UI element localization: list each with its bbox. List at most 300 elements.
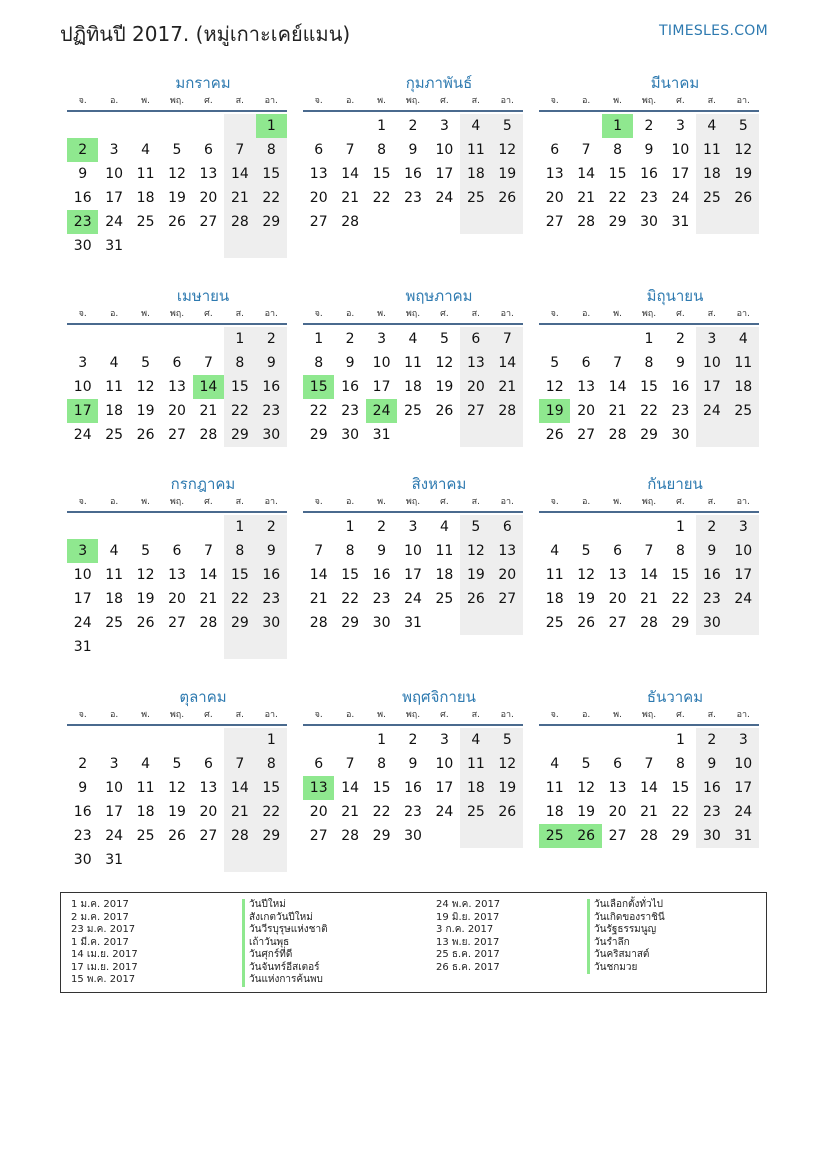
calendar-day: 9 <box>256 351 287 375</box>
calendar-day: 25 <box>696 186 727 210</box>
calendar-day: 11 <box>136 166 155 182</box>
calendar-day: 20 <box>577 403 596 419</box>
calendar-day: 27 <box>608 828 627 844</box>
weekday-header <box>67 495 287 513</box>
calendar-day: 28 <box>577 214 596 230</box>
calendar-day: 19 <box>136 591 155 607</box>
calendar-day: 22 <box>256 800 287 824</box>
calendar-day: 25 <box>435 591 454 607</box>
calendar-day: 24 <box>73 615 92 631</box>
calendar-day: 25 <box>545 615 564 631</box>
calendar-day: 6 <box>460 327 491 351</box>
calendar-day: 12 <box>168 166 186 182</box>
weekday-label: อ. <box>345 710 355 720</box>
calendar-day: 8 <box>377 142 387 158</box>
weekday-label: ส. <box>235 497 244 507</box>
weekday-label: จ. <box>314 710 323 720</box>
weekday-label: พ. <box>141 710 150 720</box>
calendar-day: 25 <box>460 186 491 210</box>
calendar-day: 12 <box>136 567 155 583</box>
calendar-day: 13 <box>309 166 328 182</box>
calendar-day: 28 <box>608 427 627 443</box>
calendar-day: 3 <box>439 118 449 134</box>
calendar-day: 27 <box>309 828 328 844</box>
day-grid <box>539 327 759 447</box>
calendar-day: 18 <box>696 162 727 186</box>
legend-entry: 13 พ.ย. 2017 <box>436 936 500 948</box>
calendar-day: 11 <box>404 355 422 371</box>
calendar-day: 30 <box>256 611 287 635</box>
calendar-day: 10 <box>73 567 92 583</box>
weekday-label: จ. <box>550 497 559 507</box>
calendar-day: 25 <box>460 800 491 824</box>
calendar-day: 3 <box>109 756 119 772</box>
calendar-day: 4 <box>141 756 151 772</box>
month-block <box>67 72 287 258</box>
calendar-day: 25 <box>404 403 422 419</box>
calendar-day: 9 <box>408 756 418 772</box>
calendar-day: 29 <box>256 824 287 848</box>
calendar-day: 10 <box>671 142 690 158</box>
calendar-day: 5 <box>492 114 523 138</box>
calendar-day: 11 <box>460 138 491 162</box>
calendar-day: 21 <box>199 591 218 607</box>
calendar-day: 15 <box>372 166 391 182</box>
day-grid <box>303 114 523 234</box>
calendar-day: 15 <box>372 780 391 796</box>
legend-entry: 26 ธ.ค. 2017 <box>436 961 500 973</box>
weekday-label: ส. <box>707 309 716 319</box>
calendar-day: 13 <box>492 539 523 563</box>
calendar-day: 22 <box>224 587 255 611</box>
calendar-day: 20 <box>460 375 491 399</box>
calendar-day: 3 <box>78 355 88 371</box>
weekend-blank <box>492 423 523 447</box>
calendar-day: 16 <box>696 563 727 587</box>
calendar-day: 31 <box>671 214 690 230</box>
calendar-day: 4 <box>728 327 759 351</box>
holiday-day: 14 <box>193 375 224 399</box>
weekday-label: ศ. <box>676 309 685 319</box>
weekday-label: พฤ. <box>169 710 185 720</box>
weekday-header <box>539 307 759 325</box>
calendar-day: 18 <box>404 379 422 395</box>
calendar-day: 10 <box>728 539 759 563</box>
calendar-day: 15 <box>608 166 627 182</box>
calendar-day: 13 <box>460 351 491 375</box>
weekday-label: ส. <box>707 497 716 507</box>
calendar-day: 20 <box>168 403 186 419</box>
calendar-day: 5 <box>141 355 151 371</box>
calendar-day: 26 <box>545 427 564 443</box>
calendar-day: 1 <box>377 732 387 748</box>
weekday-label: พฤ. <box>405 710 421 720</box>
calendar-day: 22 <box>224 399 255 423</box>
calendar-day: 4 <box>550 543 560 559</box>
calendar-day: 18 <box>545 591 564 607</box>
weekday-header <box>539 708 759 726</box>
calendar-day: 11 <box>105 567 124 583</box>
calendar-day: 20 <box>309 804 328 820</box>
legend-left-names <box>242 899 328 987</box>
month-block <box>303 72 523 234</box>
legend-entry: 15 พ.ค. 2017 <box>71 974 136 985</box>
holiday-day: 13 <box>303 776 334 800</box>
calendar-day: 2 <box>675 331 685 347</box>
calendar-day: 6 <box>613 543 623 559</box>
legend-entry: วันชกมวย <box>587 962 665 975</box>
weekday-label: อา. <box>500 96 514 106</box>
calendar-day: 10 <box>728 752 759 776</box>
calendar-day: 27 <box>168 427 186 443</box>
calendar-day: 3 <box>675 118 685 134</box>
calendar-day: 17 <box>105 804 124 820</box>
calendar-day: 18 <box>435 567 454 583</box>
calendar-day: 14 <box>309 567 328 583</box>
calendar-day: 31 <box>105 238 124 254</box>
weekend-blank <box>256 848 287 872</box>
weekday-label: อา. <box>736 710 750 720</box>
calendar-day: 9 <box>78 780 88 796</box>
calendar-day: 11 <box>460 752 491 776</box>
calendar-day: 21 <box>341 804 360 820</box>
weekday-label: อ. <box>345 96 355 106</box>
calendar-day: 19 <box>168 804 186 820</box>
month-block <box>67 285 287 447</box>
calendar-day: 2 <box>408 118 418 134</box>
calendar-day: 5 <box>728 114 759 138</box>
calendar-day: 28 <box>199 615 218 631</box>
calendar-day: 30 <box>696 824 727 848</box>
calendar-day: 8 <box>256 752 287 776</box>
calendar-day: 13 <box>199 166 218 182</box>
calendar-day: 8 <box>675 543 685 559</box>
weekend-blank <box>696 210 727 234</box>
month-block <box>303 686 523 848</box>
calendar-day: 23 <box>696 800 727 824</box>
weekday-label: ศ. <box>440 497 449 507</box>
calendar-day: 14 <box>341 780 360 796</box>
weekday-label: อา. <box>264 497 278 507</box>
calendar-day: 1 <box>675 732 685 748</box>
calendar-day: 12 <box>545 379 564 395</box>
weekday-label: อา. <box>500 710 514 720</box>
calendar-day: 13 <box>199 780 218 796</box>
calendar-day: 3 <box>439 732 449 748</box>
calendar-day: 25 <box>136 214 155 230</box>
calendar-day: 9 <box>675 355 685 371</box>
calendar-day: 6 <box>203 756 213 772</box>
calendar-day: 8 <box>644 355 654 371</box>
calendar-day: 7 <box>345 756 355 772</box>
weekday-label: พฤ. <box>641 710 657 720</box>
calendar-day: 25 <box>105 427 124 443</box>
weekday-label: พฤ. <box>405 497 421 507</box>
calendar-day: 30 <box>404 828 422 844</box>
weekday-label: จ. <box>78 710 87 720</box>
weekday-label: อ. <box>581 309 591 319</box>
weekday-label: จ. <box>78 96 87 106</box>
calendar-day: 2 <box>256 327 287 351</box>
calendar-day: 5 <box>141 543 151 559</box>
calendar-day: 28 <box>199 427 218 443</box>
month-name: กรกฎาคม <box>170 475 236 493</box>
calendar-day: 29 <box>671 828 690 844</box>
calendar-day: 26 <box>136 427 155 443</box>
calendar-day: 24 <box>671 190 690 206</box>
weekday-label: ส. <box>471 96 480 106</box>
calendar-day: 8 <box>224 351 255 375</box>
calendar-day: 16 <box>404 780 422 796</box>
calendar-day: 12 <box>492 138 523 162</box>
weekday-label: อา. <box>264 309 278 319</box>
holiday-legend <box>60 892 767 993</box>
calendar-day: 5 <box>581 756 591 772</box>
weekend-blank <box>224 728 255 752</box>
weekday-label: จ. <box>314 497 323 507</box>
weekday-label: อา. <box>500 309 514 319</box>
calendar-day: 17 <box>435 780 454 796</box>
calendar-day: 9 <box>696 539 727 563</box>
weekday-label: อา. <box>736 96 750 106</box>
calendar-day: 21 <box>492 375 523 399</box>
calendar-day: 21 <box>224 800 255 824</box>
calendar-day: 27 <box>577 427 596 443</box>
calendar-day: 23 <box>404 190 422 206</box>
calendar-day: 26 <box>492 800 523 824</box>
calendar-day: 6 <box>172 543 182 559</box>
calendar-day: 16 <box>372 567 391 583</box>
weekday-header <box>303 708 523 726</box>
calendar-day: 10 <box>435 756 454 772</box>
calendar-day: 10 <box>105 166 124 182</box>
legend-entry: วันปีใหม่ <box>242 899 328 912</box>
calendar-day: 1 <box>256 728 287 752</box>
weekday-label: ศ. <box>204 497 213 507</box>
calendar-day: 6 <box>172 355 182 371</box>
weekend-blank <box>460 611 491 635</box>
weekend-blank <box>728 210 759 234</box>
calendar-day: 12 <box>492 752 523 776</box>
weekday-label: ส. <box>235 309 244 319</box>
calendar-day: 15 <box>341 567 360 583</box>
legend-entry: 1 มี.ค. 2017 <box>71 936 129 948</box>
calendar-day: 30 <box>341 427 360 443</box>
calendar-day: 29 <box>341 615 360 631</box>
calendar-day: 8 <box>256 138 287 162</box>
weekday-label: อ. <box>345 497 355 507</box>
calendar-day: 9 <box>78 166 88 182</box>
calendar-day: 21 <box>199 403 218 419</box>
holiday-day: 23 <box>67 210 98 234</box>
weekday-label: ศ. <box>204 309 213 319</box>
calendar-day: 1 <box>224 515 255 539</box>
legend-left-dates <box>71 899 138 987</box>
calendar-day: 27 <box>199 828 218 844</box>
holiday-day: 3 <box>67 539 98 563</box>
calendar-day: 23 <box>372 591 391 607</box>
calendar-day: 15 <box>671 567 690 583</box>
legend-right-names <box>587 899 665 974</box>
weekend-blank <box>224 848 255 872</box>
calendar-day: 31 <box>372 427 391 443</box>
weekday-label: อา. <box>736 309 750 319</box>
calendar-day: 4 <box>109 543 119 559</box>
weekday-label: ส. <box>707 96 716 106</box>
legend-entry: วันเลือกตั้งทั่วไป <box>587 899 665 912</box>
calendar-day: 20 <box>199 804 218 820</box>
calendar-day: 17 <box>728 563 759 587</box>
calendar-day: 3 <box>728 515 759 539</box>
calendar-day: 26 <box>492 186 523 210</box>
calendar-day: 16 <box>341 379 360 395</box>
legend-entry: 17 เม.ย. 2017 <box>71 961 138 973</box>
legend-entry: วันรำลึก <box>587 937 665 950</box>
calendar-day: 6 <box>492 515 523 539</box>
calendar-day: 16 <box>256 375 287 399</box>
weekday-label: อ. <box>109 710 119 720</box>
calendar-day: 13 <box>608 567 627 583</box>
legend-entry: วันคริสมาสต์ <box>587 949 665 962</box>
day-grid <box>67 114 287 258</box>
calendar-day: 11 <box>545 780 564 796</box>
calendar-day: 7 <box>581 142 591 158</box>
calendar-day: 18 <box>545 804 564 820</box>
calendar-day: 24 <box>696 399 727 423</box>
calendar-day: 11 <box>545 567 564 583</box>
calendar-day: 15 <box>256 162 287 186</box>
day-grid <box>303 728 523 848</box>
calendar-day: 24 <box>105 214 124 230</box>
calendar-day: 1 <box>675 519 685 535</box>
calendar-day: 27 <box>545 214 564 230</box>
calendar-day: 24 <box>73 427 92 443</box>
weekday-label: พฤ. <box>169 309 185 319</box>
calendar-day: 31 <box>105 852 124 868</box>
calendar-day: 22 <box>341 591 360 607</box>
weekday-label: อ. <box>581 96 591 106</box>
calendar-day: 22 <box>372 190 391 206</box>
calendar-day: 17 <box>728 776 759 800</box>
weekday-header <box>67 307 287 325</box>
weekday-label: ศ. <box>440 309 449 319</box>
calendar-day: 13 <box>545 166 564 182</box>
weekday-header <box>67 94 287 112</box>
calendar-day: 6 <box>613 756 623 772</box>
calendar-day: 4 <box>439 519 449 535</box>
weekday-label: พ. <box>141 96 150 106</box>
weekday-label: ศ. <box>676 96 685 106</box>
day-grid <box>67 515 287 659</box>
calendar-day: 5 <box>439 331 449 347</box>
month-name: พฤศจิกายน <box>402 688 476 706</box>
calendar-day: 29 <box>309 427 328 443</box>
calendar-day: 30 <box>640 214 658 230</box>
calendar-day: 23 <box>73 828 92 844</box>
calendar-day: 14 <box>224 162 255 186</box>
calendar-day: 16 <box>671 379 690 395</box>
calendar-day: 8 <box>613 142 623 158</box>
calendar-day: 20 <box>545 190 564 206</box>
weekday-label: พ. <box>613 309 622 319</box>
calendar-day: 16 <box>404 166 422 182</box>
calendar-day: 27 <box>199 214 218 230</box>
weekday-label: อา. <box>264 710 278 720</box>
calendar-day: 1 <box>314 331 324 347</box>
calendar-day: 6 <box>314 756 324 772</box>
weekday-label: พฤ. <box>169 96 185 106</box>
calendar-day: 8 <box>345 543 355 559</box>
month-name: สิงหาคม <box>411 475 467 493</box>
calendar-day: 31 <box>728 824 759 848</box>
day-grid <box>303 327 523 447</box>
calendar-day: 20 <box>168 591 186 607</box>
calendar-day: 12 <box>577 567 596 583</box>
weekday-label: พ. <box>377 96 386 106</box>
calendar-day: 28 <box>640 828 658 844</box>
calendar-day: 26 <box>168 828 186 844</box>
calendar-day: 30 <box>73 852 92 868</box>
weekday-label: ส. <box>471 710 480 720</box>
calendar-day: 29 <box>256 210 287 234</box>
calendar-day: 2 <box>78 756 88 772</box>
calendar-day: 28 <box>492 399 523 423</box>
calendar-day: 23 <box>256 587 287 611</box>
calendar-day: 22 <box>372 804 391 820</box>
brand-link[interactable]: TIMESLES.COM <box>659 23 768 39</box>
month-block <box>539 285 759 447</box>
calendar-day: 2 <box>696 728 727 752</box>
calendar-day: 15 <box>671 780 690 796</box>
legend-entry: 2 ม.ค. 2017 <box>71 911 129 923</box>
holiday-day: 25 <box>539 824 570 848</box>
calendar-day: 25 <box>136 828 155 844</box>
calendar-day: 6 <box>581 355 591 371</box>
calendar-day: 20 <box>608 591 627 607</box>
calendar-day: 16 <box>640 166 658 182</box>
calendar-day: 18 <box>728 375 759 399</box>
month-name: มีนาคม <box>650 74 700 92</box>
calendar-day: 18 <box>460 776 491 800</box>
weekend-blank <box>460 423 491 447</box>
calendar-day: 16 <box>73 804 92 820</box>
calendar-day: 20 <box>492 563 523 587</box>
weekday-label: จ. <box>78 309 87 319</box>
calendar-day: 26 <box>728 186 759 210</box>
calendar-day: 3 <box>696 327 727 351</box>
calendar-day: 24 <box>105 828 124 844</box>
weekday-header <box>539 94 759 112</box>
calendar-day: 21 <box>640 591 658 607</box>
calendar-day: 17 <box>105 190 124 206</box>
calendar-day: 2 <box>345 331 355 347</box>
calendar-day: 18 <box>105 403 124 419</box>
weekday-label: ส. <box>707 710 716 720</box>
calendar-day: 28 <box>224 210 255 234</box>
weekday-label: พ. <box>613 96 622 106</box>
weekday-label: ศ. <box>676 710 685 720</box>
calendar-day: 22 <box>608 190 627 206</box>
month-block <box>67 473 287 659</box>
weekday-label: อ. <box>345 309 355 319</box>
calendar-day: 4 <box>696 114 727 138</box>
calendar-day: 11 <box>435 543 454 559</box>
legend-entry: 25 ธ.ค. 2017 <box>436 949 500 960</box>
legend-entry: 19 มิ.ย. 2017 <box>436 911 500 923</box>
day-grid <box>303 515 523 635</box>
weekday-label: จ. <box>550 96 559 106</box>
calendar-day: 28 <box>309 615 328 631</box>
